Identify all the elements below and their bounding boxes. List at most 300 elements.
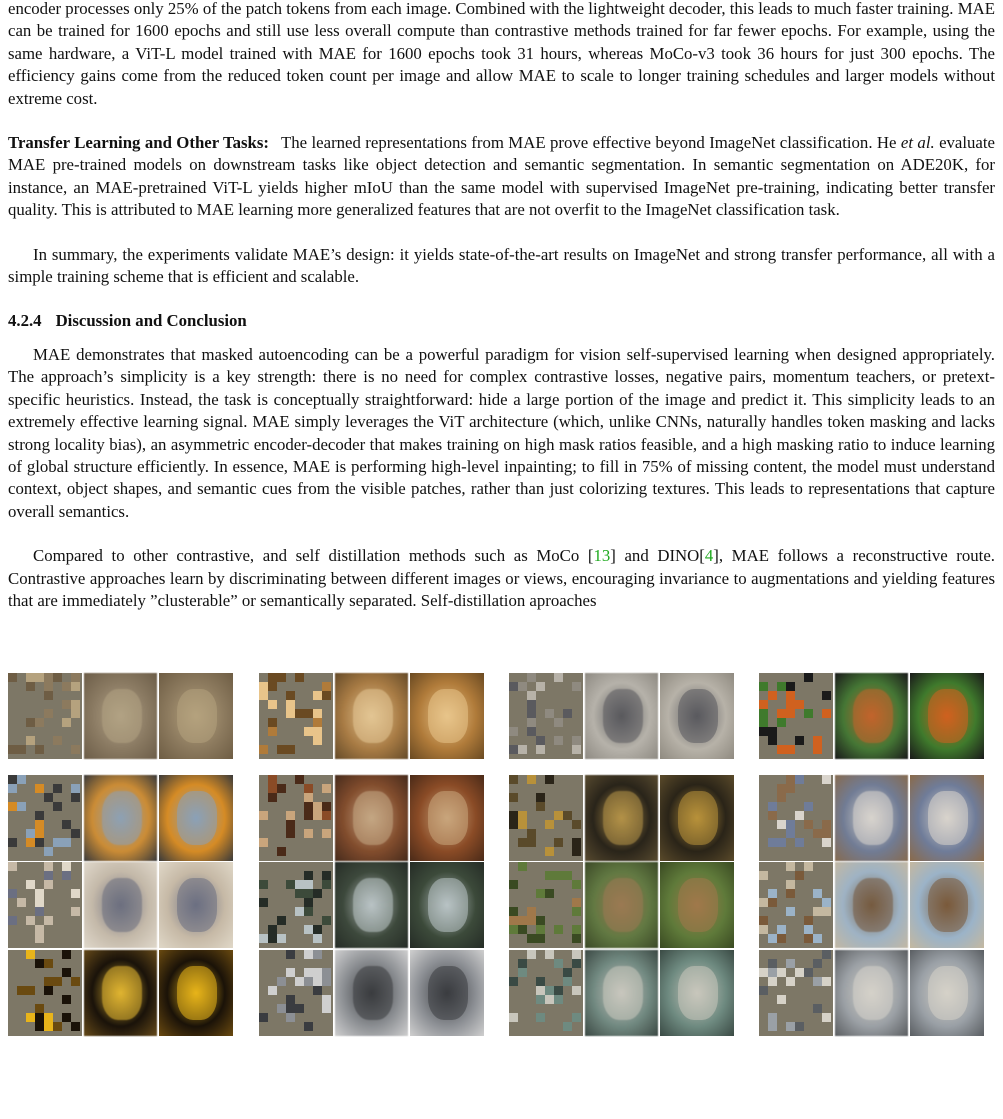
visible-patch bbox=[295, 889, 304, 898]
visible-patch bbox=[304, 898, 313, 907]
visible-patch bbox=[572, 745, 581, 754]
visible-patch bbox=[259, 1013, 268, 1022]
visible-patch bbox=[268, 925, 277, 934]
reconstruction-image bbox=[335, 862, 409, 948]
visible-patch bbox=[786, 889, 795, 898]
visible-patch bbox=[563, 871, 572, 880]
visible-patch bbox=[304, 880, 313, 889]
paragraph-comparison bbox=[8, 545, 995, 612]
masked-input-image bbox=[759, 862, 833, 948]
husky-shape bbox=[428, 966, 468, 1020]
visible-patch bbox=[786, 829, 795, 838]
lamp-shape bbox=[102, 966, 142, 1020]
visible-patch bbox=[786, 700, 795, 709]
visible-patch bbox=[295, 775, 304, 784]
visible-patch bbox=[259, 880, 268, 889]
visible-patch bbox=[527, 727, 536, 736]
visible-patch bbox=[62, 871, 71, 880]
visible-patch bbox=[572, 959, 581, 968]
visible-patch bbox=[286, 709, 295, 718]
visible-patch bbox=[8, 916, 17, 925]
visible-patch bbox=[71, 745, 80, 754]
visible-patch bbox=[268, 775, 277, 784]
visible-patch bbox=[759, 916, 768, 925]
visible-patch bbox=[509, 1013, 518, 1022]
visible-patch bbox=[259, 691, 268, 700]
original-image bbox=[910, 862, 984, 948]
visible-patch bbox=[35, 934, 44, 943]
visible-patch bbox=[313, 977, 322, 986]
visible-patch bbox=[545, 709, 554, 718]
figure-cell-lamp bbox=[8, 950, 233, 1036]
visible-patch bbox=[545, 950, 554, 959]
comparison-text-3: ], MAE follows a reconstructive route. Contrastive approaches learn by discriminating between different images or views, encouraging invariance to augmentations and yielding features that are immediately ”clusterable” or semantically separated. Self-distillation aproaches bbox=[8, 546, 995, 610]
visible-patch bbox=[35, 811, 44, 820]
visible-patch bbox=[268, 727, 277, 736]
escalator-shape bbox=[678, 966, 718, 1020]
visible-patch bbox=[518, 862, 527, 871]
visible-patch bbox=[322, 682, 331, 691]
visible-patch bbox=[786, 682, 795, 691]
visible-patch bbox=[545, 995, 554, 1004]
visible-patch bbox=[286, 700, 295, 709]
visible-patch bbox=[518, 838, 527, 847]
visible-patch bbox=[822, 829, 831, 838]
visible-patch bbox=[304, 709, 313, 718]
visible-patch bbox=[536, 1013, 545, 1022]
visible-patch bbox=[536, 986, 545, 995]
masked-input-image bbox=[259, 950, 333, 1036]
visible-patch bbox=[62, 950, 71, 959]
visible-patch bbox=[8, 889, 17, 898]
paragraph-summary: In summary, the experiments validate MAE’s design: it yields state-of-the-art results on ImageNet and strong transfer performance, all with a simple training scheme that is efficient and scalable. bbox=[8, 244, 995, 287]
original-image bbox=[660, 950, 734, 1036]
visible-patch bbox=[313, 736, 322, 745]
visible-patch bbox=[804, 968, 813, 977]
reconstruction-image bbox=[835, 862, 909, 948]
original-image bbox=[910, 775, 984, 861]
visible-patch bbox=[44, 709, 53, 718]
figure-cell-dog bbox=[8, 862, 233, 948]
visible-patch bbox=[822, 1013, 831, 1022]
visible-patch bbox=[759, 986, 768, 995]
visible-patch bbox=[295, 709, 304, 718]
visible-patch bbox=[71, 1022, 80, 1031]
visible-patch bbox=[795, 736, 804, 745]
visible-patch bbox=[768, 802, 777, 811]
visible-patch bbox=[777, 793, 786, 802]
visible-patch bbox=[786, 880, 795, 889]
mae-reconstruction-figure bbox=[8, 673, 995, 1119]
visible-patch bbox=[62, 862, 71, 871]
visible-patch bbox=[572, 682, 581, 691]
paragraph-discussion: MAE demonstrates that masked autoencoding can be a powerful paradigm for vision self-supervised learning when designed appropriately. The approach’s simplicity is a key strength: there is no need for complex contrastive losses, negative pairs, momentum teachers, or pretext-specific heuristics. Instead, the task is conceptually straightforward: hide a large portion of the image and predict it. This simplicity leads to an extremely effective learning signal. MAE simply leverages the ViT architecture (which, unlike CNNs, naturally handles token masking and lacks strong locality bias), an asymmetric encoder-decoder that makes training on high mask ratios feasible, and a high masking ratio to induce learning of global structure efficiently. In essence, MAE is performing high-level inpainting; to fill in 75% of missing content, the model must understand context, object shapes, and semantic cues from the visible patches, rather than just colorizing textures. This leads to representations that capture overall semantics. bbox=[8, 344, 995, 521]
horn-shape bbox=[678, 791, 718, 845]
visible-patch bbox=[813, 959, 822, 968]
visible-patch bbox=[277, 784, 286, 793]
church-shape bbox=[928, 966, 968, 1020]
citation-4[interactable]: 4 bbox=[704, 546, 714, 566]
original-image bbox=[910, 673, 984, 759]
visible-patch bbox=[259, 682, 268, 691]
visible-patch bbox=[268, 934, 277, 943]
visible-patch bbox=[536, 736, 545, 745]
visible-patch bbox=[71, 977, 80, 986]
visible-patch bbox=[527, 950, 536, 959]
cabinet-shape bbox=[428, 791, 468, 845]
visible-patch bbox=[554, 736, 563, 745]
visible-patch bbox=[286, 691, 295, 700]
original-image bbox=[410, 862, 484, 948]
masked-input-image bbox=[759, 775, 833, 861]
figure-cell-butterfly bbox=[759, 673, 984, 759]
visible-patch bbox=[322, 1004, 331, 1013]
visible-patch bbox=[804, 862, 813, 871]
reconstruction-image bbox=[585, 950, 659, 1036]
visible-patch bbox=[777, 968, 786, 977]
visible-patch bbox=[26, 916, 35, 925]
visible-patch bbox=[786, 862, 795, 871]
visible-patch bbox=[509, 811, 518, 820]
visible-patch bbox=[536, 745, 545, 754]
visible-patch bbox=[304, 802, 313, 811]
visible-patch bbox=[536, 802, 545, 811]
visible-patch bbox=[572, 907, 581, 916]
visible-patch bbox=[536, 793, 545, 802]
original-image bbox=[159, 862, 233, 948]
visible-patch bbox=[813, 1004, 822, 1013]
visible-patch bbox=[44, 880, 53, 889]
visible-patch bbox=[277, 1004, 286, 1013]
visible-patch bbox=[572, 950, 581, 959]
comparison-text-1: Compared to other contrastive, and self distillation methods such as MoCo [ bbox=[33, 546, 594, 566]
visible-patch bbox=[295, 880, 304, 889]
visible-patch bbox=[777, 925, 786, 934]
visible-patch bbox=[545, 889, 554, 898]
reconstruction-image bbox=[835, 950, 909, 1036]
visible-patch bbox=[35, 1013, 44, 1022]
transfer-text-post: evaluate MAE pre-trained models on downstream tasks like object detection and semantic segmentation. In semantic segmentation on ADE20K, for instance, an MAE-pretrained ViT-L yields higher mIoU than the same model with supervised ImageNet pre-training, indicating better transfer quality. This is attributed to MAE learning more generalized features that are not overfit to the ImageNet classification task. bbox=[8, 133, 995, 220]
visible-patch bbox=[759, 898, 768, 907]
visible-patch bbox=[304, 793, 313, 802]
visible-patch bbox=[786, 691, 795, 700]
visible-patch bbox=[62, 995, 71, 1004]
visible-patch bbox=[313, 950, 322, 959]
visible-patch bbox=[509, 977, 518, 986]
visible-patch bbox=[17, 986, 26, 995]
visible-patch bbox=[554, 959, 563, 968]
visible-patch bbox=[572, 934, 581, 943]
visible-patch bbox=[44, 682, 53, 691]
visible-patch bbox=[572, 880, 581, 889]
visible-patch bbox=[813, 829, 822, 838]
visible-patch bbox=[527, 691, 536, 700]
visible-patch bbox=[44, 916, 53, 925]
visible-patch bbox=[804, 934, 813, 943]
visible-patch bbox=[527, 775, 536, 784]
visible-patch bbox=[286, 880, 295, 889]
visible-patch bbox=[768, 959, 777, 968]
original-image bbox=[910, 950, 984, 1036]
visible-patch bbox=[44, 959, 53, 968]
masked-input-image bbox=[8, 862, 82, 948]
figure-cell-bears bbox=[509, 862, 734, 948]
visible-patch bbox=[8, 775, 17, 784]
visible-patch bbox=[322, 916, 331, 925]
visible-patch bbox=[286, 995, 295, 1004]
masked-input-image bbox=[509, 775, 583, 861]
visible-patch bbox=[35, 745, 44, 754]
masked-input-image bbox=[8, 673, 82, 759]
visible-patch bbox=[35, 784, 44, 793]
original-image bbox=[159, 775, 233, 861]
visible-patch bbox=[44, 977, 53, 986]
visible-patch bbox=[277, 745, 286, 754]
visible-patch bbox=[527, 829, 536, 838]
visible-patch bbox=[804, 820, 813, 829]
paragraph-transfer bbox=[8, 132, 995, 222]
visible-patch bbox=[44, 986, 53, 995]
dog-shape bbox=[102, 878, 142, 932]
visible-patch bbox=[35, 1022, 44, 1031]
section-number: 4.2.4 bbox=[8, 311, 42, 331]
visible-patch bbox=[44, 793, 53, 802]
visible-patch bbox=[53, 1022, 62, 1031]
visible-patch bbox=[277, 934, 286, 943]
visible-patch bbox=[786, 977, 795, 986]
escalator-shape bbox=[603, 966, 643, 1020]
visible-patch bbox=[536, 977, 545, 986]
visible-patch bbox=[554, 673, 563, 682]
visible-patch bbox=[313, 709, 322, 718]
visible-patch bbox=[563, 968, 572, 977]
visible-patch bbox=[777, 718, 786, 727]
original-image bbox=[660, 862, 734, 948]
visible-patch bbox=[554, 871, 563, 880]
citation-13[interactable]: 13 bbox=[593, 546, 611, 566]
visible-patch bbox=[304, 829, 313, 838]
visible-patch bbox=[759, 700, 768, 709]
visible-patch bbox=[286, 950, 295, 959]
visible-patch bbox=[313, 934, 322, 943]
figure-cell-cheetah bbox=[259, 673, 484, 759]
visible-patch bbox=[304, 871, 313, 880]
original-image bbox=[410, 673, 484, 759]
masked-input-image bbox=[759, 673, 833, 759]
visible-patch bbox=[768, 1013, 777, 1022]
visible-patch bbox=[35, 959, 44, 968]
harbor-shape bbox=[928, 878, 968, 932]
visible-patch bbox=[304, 907, 313, 916]
visible-patch bbox=[509, 745, 518, 754]
visible-patch bbox=[35, 925, 44, 934]
visible-patch bbox=[554, 995, 563, 1004]
visible-patch bbox=[71, 682, 80, 691]
visible-patch bbox=[259, 838, 268, 847]
church-shape bbox=[853, 966, 893, 1020]
visible-patch bbox=[509, 682, 518, 691]
visible-patch bbox=[322, 871, 331, 880]
visible-patch bbox=[71, 700, 80, 709]
visible-patch bbox=[536, 682, 545, 691]
visible-patch bbox=[35, 718, 44, 727]
masked-input-image bbox=[759, 950, 833, 1036]
visible-patch bbox=[795, 871, 804, 880]
visible-patch bbox=[518, 682, 527, 691]
visible-patch bbox=[62, 682, 71, 691]
visible-patch bbox=[509, 925, 518, 934]
visible-patch bbox=[313, 718, 322, 727]
visible-patch bbox=[509, 907, 518, 916]
visible-patch bbox=[26, 718, 35, 727]
visible-patch bbox=[8, 802, 17, 811]
visible-patch bbox=[822, 820, 831, 829]
visible-patch bbox=[277, 673, 286, 682]
visible-patch bbox=[786, 907, 795, 916]
figure-cell-horn bbox=[509, 775, 734, 861]
visible-patch bbox=[527, 700, 536, 709]
visible-patch bbox=[563, 709, 572, 718]
visible-patch bbox=[813, 934, 822, 943]
visible-patch bbox=[786, 784, 795, 793]
visible-patch bbox=[545, 847, 554, 856]
visible-patch bbox=[268, 986, 277, 995]
visible-patch bbox=[71, 673, 80, 682]
visible-patch bbox=[786, 745, 795, 754]
visible-patch bbox=[572, 820, 581, 829]
visible-patch bbox=[268, 784, 277, 793]
visible-patch bbox=[777, 745, 786, 754]
visible-patch bbox=[44, 691, 53, 700]
visible-patch bbox=[527, 907, 536, 916]
visible-patch bbox=[26, 986, 35, 995]
visible-patch bbox=[304, 925, 313, 934]
visible-patch bbox=[8, 745, 17, 754]
reconstruction-image bbox=[335, 775, 409, 861]
visible-patch bbox=[563, 977, 572, 986]
visible-patch bbox=[62, 820, 71, 829]
visible-patch bbox=[322, 880, 331, 889]
visible-patch bbox=[259, 898, 268, 907]
visible-patch bbox=[313, 889, 322, 898]
visible-patch bbox=[62, 1013, 71, 1022]
visible-patch bbox=[759, 871, 768, 880]
masked-input-image bbox=[509, 950, 583, 1036]
figure-cell-escalator bbox=[509, 950, 734, 1036]
visible-patch bbox=[304, 811, 313, 820]
visible-patch bbox=[17, 745, 26, 754]
figure-cell-coffee bbox=[759, 775, 984, 861]
visible-patch bbox=[795, 838, 804, 847]
visible-patch bbox=[536, 889, 545, 898]
visible-patch bbox=[304, 727, 313, 736]
reconstruction-image bbox=[335, 950, 409, 1036]
visible-patch bbox=[26, 1013, 35, 1022]
reconstruction-image bbox=[335, 673, 409, 759]
visible-patch bbox=[53, 673, 62, 682]
visible-patch bbox=[536, 925, 545, 934]
visible-patch bbox=[795, 775, 804, 784]
reconstruction-image bbox=[84, 950, 158, 1036]
visible-patch bbox=[786, 959, 795, 968]
visible-patch bbox=[322, 784, 331, 793]
visible-patch bbox=[786, 775, 795, 784]
visible-patch bbox=[572, 1013, 581, 1022]
visible-patch bbox=[286, 968, 295, 977]
lamp-shape bbox=[177, 966, 217, 1020]
visible-patch bbox=[286, 1004, 295, 1013]
visible-patch bbox=[304, 968, 313, 977]
visible-patch bbox=[813, 745, 822, 754]
visible-patch bbox=[572, 925, 581, 934]
visible-patch bbox=[572, 838, 581, 847]
masked-input-image bbox=[509, 862, 583, 948]
visible-patch bbox=[777, 784, 786, 793]
visible-patch bbox=[822, 898, 831, 907]
visible-patch bbox=[759, 925, 768, 934]
visible-patch bbox=[768, 811, 777, 820]
visible-patch bbox=[777, 709, 786, 718]
visible-patch bbox=[804, 709, 813, 718]
visible-patch bbox=[768, 968, 777, 977]
visible-patch bbox=[527, 838, 536, 847]
bears-shape bbox=[603, 878, 643, 932]
bears-shape bbox=[678, 878, 718, 932]
masked-input-image bbox=[259, 673, 333, 759]
figure-cell-harbor bbox=[759, 862, 984, 948]
section-heading bbox=[8, 310, 995, 332]
visible-patch bbox=[777, 820, 786, 829]
visible-patch bbox=[35, 673, 44, 682]
cabinet-shape bbox=[353, 791, 393, 845]
visible-patch bbox=[44, 1013, 53, 1022]
visible-patch bbox=[286, 1013, 295, 1022]
visible-patch bbox=[268, 700, 277, 709]
visible-patch bbox=[35, 907, 44, 916]
visible-patch bbox=[572, 847, 581, 856]
visible-patch bbox=[813, 977, 822, 986]
visible-patch bbox=[35, 889, 44, 898]
butterfly-shape bbox=[928, 689, 968, 743]
masked-input-image bbox=[8, 950, 82, 1036]
visible-patch bbox=[518, 959, 527, 968]
visible-patch bbox=[277, 847, 286, 856]
visible-patch bbox=[26, 736, 35, 745]
runin-heading-transfer: Transfer Learning and Other Tasks: bbox=[8, 133, 270, 153]
visible-patch bbox=[572, 986, 581, 995]
visible-patch bbox=[322, 977, 331, 986]
visible-patch bbox=[777, 838, 786, 847]
figure-cell-church bbox=[759, 950, 984, 1036]
visible-patch bbox=[545, 820, 554, 829]
visible-patch bbox=[277, 916, 286, 925]
section-title: Discussion and Conclusion bbox=[55, 311, 247, 331]
visible-patch bbox=[518, 916, 527, 925]
visible-patch bbox=[563, 811, 572, 820]
original-image bbox=[410, 950, 484, 1036]
visible-patch bbox=[53, 977, 62, 986]
visible-patch bbox=[804, 925, 813, 934]
visible-patch bbox=[35, 898, 44, 907]
visible-patch bbox=[545, 775, 554, 784]
figure-cell-bus bbox=[8, 775, 233, 861]
visible-patch bbox=[277, 977, 286, 986]
husky-shape bbox=[353, 966, 393, 1020]
visible-patch bbox=[313, 691, 322, 700]
visible-patch bbox=[804, 802, 813, 811]
visible-patch bbox=[17, 898, 26, 907]
visible-patch bbox=[17, 775, 26, 784]
